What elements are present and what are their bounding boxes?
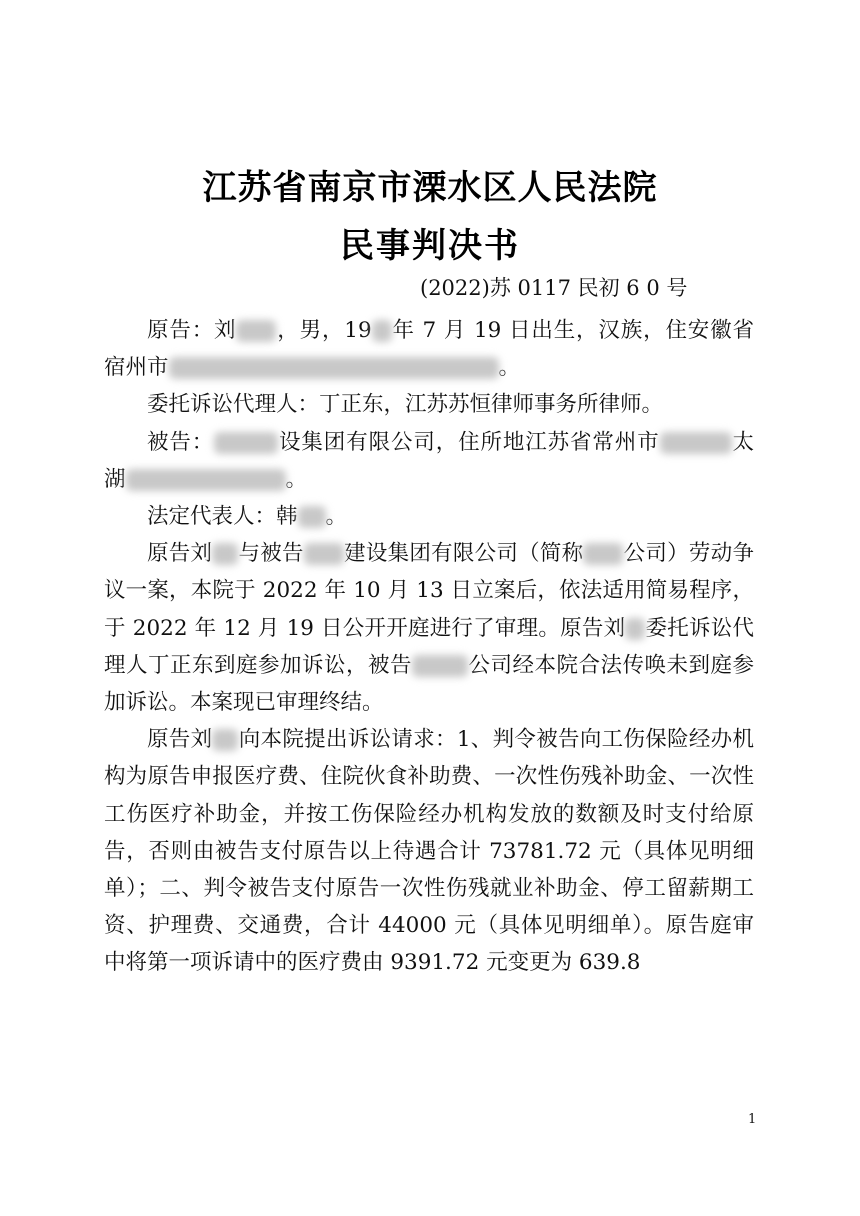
text-span: 设集团有限公司，住所地江苏省常州市 xyxy=(278,429,660,455)
text-span: ，男，19 xyxy=(276,318,372,343)
text-span: 法定代表人：韩 xyxy=(147,504,298,530)
case-number: (2022)苏 0117 民初 6 0 号 xyxy=(420,276,688,300)
case-summary-paragraph xyxy=(104,535,754,721)
agent-paragraph: 委托诉讼代理人：丁正东，江苏苏恒律师事务所律师。 xyxy=(147,392,664,418)
redaction-mark xyxy=(212,543,238,565)
redaction-mark xyxy=(372,320,392,342)
text-span: 公司）劳动争议一案，本院于 2022 年 10 月 13 日立案后，依法适用简易程序，于 2022 年 12 月 19 日公开开庭进行了审理。原告刘 xyxy=(104,541,754,641)
text-span: 公司经本院合法传唤未到庭参加诉讼。本案现已审理终结。 xyxy=(104,652,754,716)
redaction-mark xyxy=(304,543,344,565)
text-span: 。 xyxy=(498,355,521,381)
redaction-mark xyxy=(212,729,238,751)
redaction-mark xyxy=(412,655,468,677)
text-span: 向本院提出诉讼请求：1、判令被告向工伤保险经办机构为原告申报医疗费、住院伙食补助费、一次性伤残补助金、一次性工伤医疗补助金，并按工伤保险经办机构发放的数额及时支付给原告，否则由被告支付原告以上待遇合计 73781.72 元（具体见明细单）；二、判令被告支付原告一次性伤残就业补助金、停工留薪期工资、护理费、交通费，合计 44000 元（具体见明细单）。原告庭审中将第一项诉请中的医疗费由 9391.72 元变更为 639.8 xyxy=(104,727,754,976)
claims-paragraph xyxy=(104,721,754,981)
text-span: 原告刘 xyxy=(147,727,213,753)
defendant-paragraph xyxy=(104,424,754,498)
redaction-mark xyxy=(625,618,645,640)
redaction-mark xyxy=(214,432,278,454)
text-span: 太湖 xyxy=(104,429,754,492)
redaction-mark xyxy=(660,432,732,454)
text-span: 年 7 月 19 日出生，汉族，住安徽省宿州市 xyxy=(104,318,754,381)
redaction-mark xyxy=(298,506,326,528)
legal-representative-paragraph xyxy=(104,498,754,535)
redaction-mark xyxy=(583,543,623,565)
document-type-title: 民事判决书 xyxy=(340,226,520,266)
text-span: 原告刘 xyxy=(147,541,213,567)
court-name: 江苏省南京市溧水区人民法院 xyxy=(202,168,658,208)
text-span: 被告： xyxy=(147,429,215,455)
text-span: 委托诉讼代理人丁正东到庭参加诉讼，被告 xyxy=(104,615,754,678)
text-span: 与被告 xyxy=(238,541,304,567)
text-span: 。 xyxy=(285,466,308,492)
text-span: 建设集团有限公司（简称 xyxy=(343,541,584,567)
text-span: 。 xyxy=(325,504,348,530)
redaction-mark xyxy=(126,469,286,491)
text-span: 原告：刘 xyxy=(147,318,237,343)
plaintiff-paragraph xyxy=(104,312,754,386)
page-number: 1 xyxy=(748,1112,757,1127)
redaction-mark xyxy=(169,357,499,379)
document-body xyxy=(104,312,754,982)
redaction-mark xyxy=(236,320,276,342)
